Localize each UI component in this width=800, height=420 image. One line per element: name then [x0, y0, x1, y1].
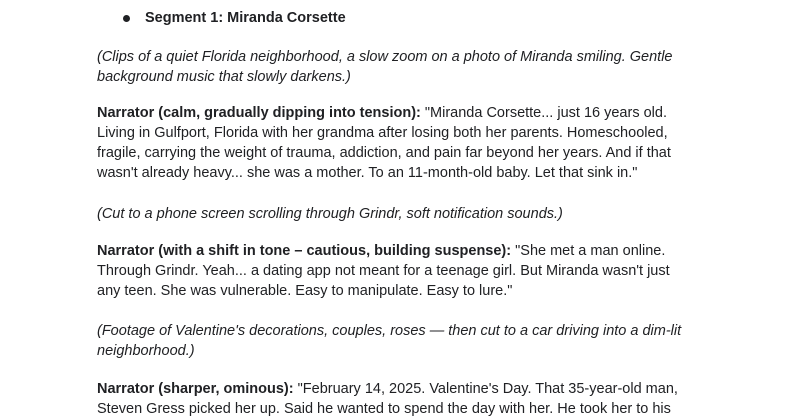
narration-text: "Miranda Corsette... just 16 years old. [420, 105, 667, 121]
narration-2 [97, 241, 757, 301]
stage-direction-1 [97, 47, 757, 87]
stage-direction-2 [97, 204, 757, 224]
narration-line: Through Grindr. Yeah... a dating app not meant for a teenage girl. But Miranda wasn't just [97, 263, 670, 279]
narration-3 [97, 379, 757, 419]
stage-direction-line: neighborhood.) [97, 343, 195, 359]
narration-line: Living in Gulfport, Florida with her grandma after losing both her parents. Homeschooled, [97, 125, 668, 141]
bullet-dot-icon [123, 15, 130, 22]
stage-direction-line: (Clips of a quiet Florida neighborhood, a slow zoom on a photo of Miranda smiling. Gentle [97, 49, 673, 65]
stage-direction-line: (Cut to a phone screen scrolling through Grindr, soft notification sounds.) [97, 206, 563, 222]
narration-text: "She met a man online. [511, 243, 666, 259]
narration-first-line [97, 379, 757, 399]
speaker-label: Narrator (with a shift in tone – cautious, building suspense): [97, 243, 512, 259]
stage-direction-3 [97, 321, 757, 361]
narration-first-line [97, 103, 757, 123]
narration-line: any teen. She was vulnerable. Easy to manipulate. Easy to lure." [97, 283, 513, 299]
segment-bullet [123, 8, 346, 28]
stage-direction-line: (Footage of Valentine's decorations, couples, roses — then cut to a car driving into a dim-lit [97, 323, 682, 339]
speaker-label: Narrator (calm, gradually dipping into tension): [97, 105, 421, 121]
narration-1 [97, 103, 757, 183]
narration-line: Steven Gress picked her up. Said he wanted to spend the day with her. He took her to his [97, 401, 671, 417]
stage-direction-line: background music that slowly darkens.) [97, 69, 351, 85]
narration-line: wasn't already heavy... she was a mother. To an 11-month-old baby. Let that sink in." [97, 165, 638, 181]
narration-text: "February 14, 2025. Valentine's Day. That 35-year-old man, [293, 381, 678, 397]
segment-heading: Segment 1: Miranda Corsette [145, 10, 346, 26]
speaker-label: Narrator (sharper, ominous): [97, 381, 294, 397]
narration-first-line [97, 241, 757, 261]
narration-line: fragile, carrying the weight of trauma, addiction, and pain far beyond her years. And if that [97, 145, 671, 161]
